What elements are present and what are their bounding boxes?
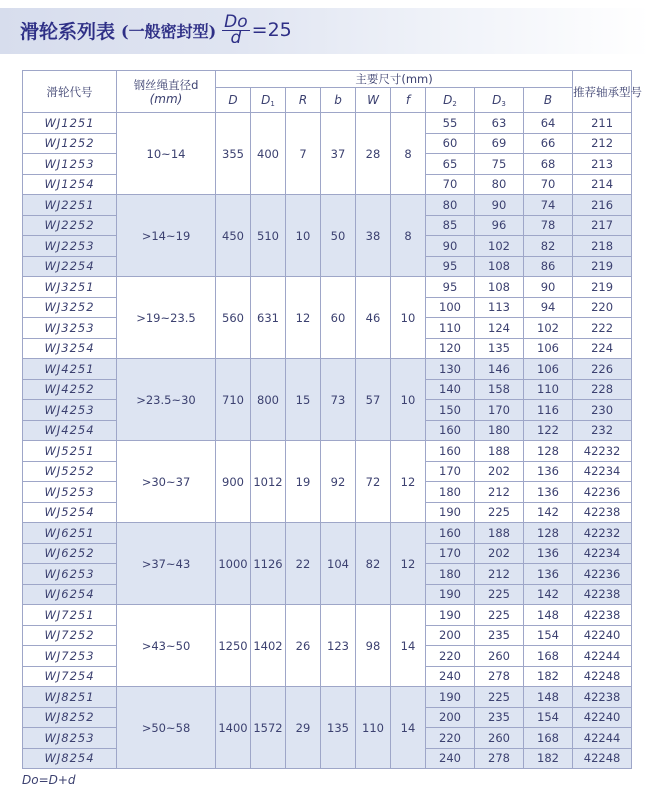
series-group [23,359,632,441]
header-code: 滑轮代号 [23,71,117,113]
dim-f-cell: 10 [391,359,426,441]
dim-D2-cell: 150 [426,400,475,421]
header-D1-label: D [261,92,271,107]
dim-B-cell: 168 [524,646,573,667]
dim-D2-cell: 180 [426,482,475,503]
dim-B-cell: 154 [524,707,573,728]
header-D3 [475,88,524,113]
rope-diameter-cell: >19~23.5 [117,277,216,359]
bearing-cell: 224 [573,338,632,359]
series-group [23,113,632,195]
dim-D1-cell: 510 [251,195,286,277]
rope-diameter-cell: >14~19 [117,195,216,277]
dim-D2-cell: 190 [426,605,475,626]
dim-D3-cell: 212 [475,564,524,585]
dim-D2-cell: 120 [426,338,475,359]
bearing-cell: 42238 [573,584,632,605]
dim-B-cell: 168 [524,728,573,749]
table-row [23,195,632,216]
dim-D2-cell: 65 [426,154,475,175]
dim-D3-cell: 202 [475,461,524,482]
dim-b-cell: 60 [321,277,356,359]
dim-B-cell: 68 [524,154,573,175]
header-bearing: 推荐轴承型号 [573,71,632,113]
series-group [23,523,632,605]
pulley-code-cell: WJ7251 [23,605,117,626]
bearing-cell: 42232 [573,523,632,544]
bearing-cell: 220 [573,297,632,318]
dim-B-cell: 136 [524,461,573,482]
bearing-cell: 217 [573,215,632,236]
table-row [23,523,632,544]
dim-D2-cell: 190 [426,584,475,605]
table-row [23,113,632,134]
header-D2-sub: 2 [452,99,457,108]
dim-D3-cell: 202 [475,543,524,564]
dim-b-cell: 73 [321,359,356,441]
dim-b-cell: 123 [321,605,356,687]
header-D2-label: D [443,92,453,107]
dim-B-cell: 82 [524,236,573,257]
table-header [23,71,643,113]
pulley-code-cell: WJ5253 [23,482,117,503]
dim-W-cell: 28 [356,113,391,195]
header-rope-label: 钢丝绳直径d [133,77,199,92]
pulley-code-cell: WJ6251 [23,523,117,544]
dim-D2-cell: 100 [426,297,475,318]
series-group [23,687,632,769]
series-group [23,605,632,687]
dim-D-cell: 1000 [216,523,251,605]
dim-b-cell: 135 [321,687,356,769]
dim-D3-cell: 225 [475,687,524,708]
pulley-code-cell: WJ2252 [23,215,117,236]
dim-D1-cell: 1126 [251,523,286,605]
header-D3-label: D [492,92,502,107]
dim-D3-cell: 260 [475,646,524,667]
bearing-cell: 42238 [573,502,632,523]
dim-D1-cell: 1572 [251,687,286,769]
pulley-code-cell: WJ3251 [23,277,117,298]
dim-B-cell: 102 [524,318,573,339]
dim-B-cell: 142 [524,502,573,523]
header-D1-sub: 1 [270,99,275,108]
dim-D3-cell: 135 [475,338,524,359]
pulley-code-cell: WJ8251 [23,687,117,708]
dim-B-cell: 154 [524,625,573,646]
pulley-code-cell: WJ4251 [23,359,117,380]
dim-B-cell: 182 [524,666,573,687]
dim-B-cell: 136 [524,564,573,585]
dim-D2-cell: 220 [426,646,475,667]
pulley-code-cell: WJ7253 [23,646,117,667]
dim-b-cell: 50 [321,195,356,277]
dim-D-cell: 1400 [216,687,251,769]
dim-B-cell: 106 [524,338,573,359]
dim-D-cell: 450 [216,195,251,277]
dim-D3-cell: 225 [475,502,524,523]
dim-D3-cell: 235 [475,707,524,728]
dim-D2-cell: 95 [426,277,475,298]
header-D3-sub: 3 [501,99,506,108]
dim-B-cell: 110 [524,379,573,400]
dim-D-cell: 560 [216,277,251,359]
dim-D2-cell: 55 [426,113,475,134]
dim-R-cell: 12 [286,277,321,359]
dim-W-cell: 110 [356,687,391,769]
ratio-numerator: Do [224,11,248,32]
dim-B-cell: 86 [524,256,573,277]
dim-W-cell: 82 [356,523,391,605]
ratio-value: =25 [251,19,292,41]
dim-W-cell: 57 [356,359,391,441]
dim-R-cell: 15 [286,359,321,441]
dim-D1-cell: 400 [251,113,286,195]
dim-D3-cell: 146 [475,359,524,380]
dim-B-cell: 148 [524,605,573,626]
header-b: b [321,88,356,113]
bearing-cell: 42248 [573,666,632,687]
pulley-code-cell: WJ3253 [23,318,117,339]
dim-D2-cell: 190 [426,502,475,523]
pulley-code-cell: WJ1251 [23,113,117,134]
dim-D1-cell: 1402 [251,605,286,687]
header-rope-unit: (mm) [149,91,183,106]
rope-diameter-cell: >23.5~30 [117,359,216,441]
pulley-code-cell: WJ1254 [23,174,117,195]
dim-f-cell: 12 [391,523,426,605]
header-W: W [356,88,391,113]
bearing-cell: 42236 [573,564,632,585]
pulley-code-cell: WJ6252 [23,543,117,564]
pulley-code-cell: WJ5252 [23,461,117,482]
dim-D3-cell: 96 [475,215,524,236]
dim-D2-cell: 240 [426,666,475,687]
pulley-code-cell: WJ5251 [23,441,117,462]
bearing-cell: 42244 [573,646,632,667]
ratio-fraction [222,11,250,48]
title-sub: (一般密封型) [121,21,217,41]
dim-B-cell: 64 [524,113,573,134]
bearing-cell: 232 [573,420,632,441]
dim-B-cell: 136 [524,543,573,564]
dim-b-cell: 92 [321,441,356,523]
dim-D3-cell: 188 [475,441,524,462]
dim-D1-cell: 631 [251,277,286,359]
header-D2 [426,88,475,113]
dim-D-cell: 355 [216,113,251,195]
dim-R-cell: 26 [286,605,321,687]
dim-D3-cell: 102 [475,236,524,257]
pulley-code-cell: WJ4253 [23,400,117,421]
table-row [23,359,632,380]
dim-B-cell: 90 [524,277,573,298]
dim-b-cell: 37 [321,113,356,195]
bearing-cell: 219 [573,277,632,298]
pulley-code-cell: WJ6253 [23,564,117,585]
pulley-code-cell: WJ7252 [23,625,117,646]
dim-D3-cell: 180 [475,420,524,441]
pulley-code-cell: WJ5254 [23,502,117,523]
footnote: Do=D+d [22,773,76,787]
bearing-cell: 228 [573,379,632,400]
dim-D2-cell: 160 [426,420,475,441]
series-group [23,277,632,359]
dim-B-cell: 148 [524,687,573,708]
pulley-code-cell: WJ4254 [23,420,117,441]
dim-D2-cell: 85 [426,215,475,236]
bearing-cell: 226 [573,359,632,380]
dim-b-cell: 104 [321,523,356,605]
dim-R-cell: 19 [286,441,321,523]
dim-D2-cell: 200 [426,625,475,646]
dim-D2-cell: 170 [426,543,475,564]
dim-D3-cell: 69 [475,133,524,154]
dim-B-cell: 122 [524,420,573,441]
bearing-cell: 42240 [573,625,632,646]
dim-W-cell: 46 [356,277,391,359]
bearing-cell: 211 [573,113,632,134]
pulley-code-cell: WJ8254 [23,748,117,769]
dim-B-cell: 66 [524,133,573,154]
pulley-code-cell: WJ3252 [23,297,117,318]
dim-D2-cell: 190 [426,687,475,708]
dim-D3-cell: 260 [475,728,524,749]
dim-B-cell: 74 [524,195,573,216]
rope-diameter-cell: >30~37 [117,441,216,523]
pulley-code-cell: WJ2251 [23,195,117,216]
table-row [23,441,632,462]
table-row [23,605,632,626]
dim-D2-cell: 180 [426,564,475,585]
bearing-cell: 42248 [573,748,632,769]
bearing-cell: 42244 [573,728,632,749]
dim-f-cell: 14 [391,605,426,687]
pulley-code-cell: WJ8253 [23,728,117,749]
dim-D2-cell: 200 [426,707,475,728]
dim-D2-cell: 220 [426,728,475,749]
dim-D2-cell: 60 [426,133,475,154]
series-group [23,195,632,277]
dim-f-cell: 14 [391,687,426,769]
dim-W-cell: 72 [356,441,391,523]
dim-D2-cell: 170 [426,461,475,482]
pulley-code-cell: WJ2253 [23,236,117,257]
dim-f-cell: 10 [391,277,426,359]
dim-B-cell: 106 [524,359,573,380]
dim-f-cell: 8 [391,195,426,277]
pulley-spec-table [22,70,643,769]
title-main: 滑轮系列表 [20,20,116,43]
dim-D-cell: 1250 [216,605,251,687]
dim-D1-cell: 1012 [251,441,286,523]
header-D: D [216,88,251,113]
page-title [20,11,292,48]
dim-B-cell: 142 [524,584,573,605]
bearing-cell: 42238 [573,605,632,626]
dim-D3-cell: 90 [475,195,524,216]
dim-D3-cell: 124 [475,318,524,339]
bearing-cell: 216 [573,195,632,216]
bearing-cell: 213 [573,154,632,175]
ratio-denominator: d [230,27,242,48]
dim-D-cell: 710 [216,359,251,441]
bearing-cell: 230 [573,400,632,421]
bearing-cell: 42240 [573,707,632,728]
dim-D3-cell: 158 [475,379,524,400]
header-D1 [251,88,286,113]
dim-D3-cell: 188 [475,523,524,544]
dim-D2-cell: 160 [426,523,475,544]
dim-D3-cell: 113 [475,297,524,318]
dim-D2-cell: 110 [426,318,475,339]
dim-D2-cell: 240 [426,748,475,769]
bearing-cell: 219 [573,256,632,277]
dim-D1-cell: 800 [251,359,286,441]
table-row [23,687,632,708]
dim-D2-cell: 140 [426,379,475,400]
dim-D2-cell: 80 [426,195,475,216]
header-f: f [391,88,426,113]
rope-diameter-cell: 10~14 [117,113,216,195]
pulley-code-cell: WJ1253 [23,154,117,175]
dim-D3-cell: 170 [475,400,524,421]
dim-B-cell: 116 [524,400,573,421]
dim-D2-cell: 130 [426,359,475,380]
dim-D3-cell: 225 [475,605,524,626]
header-R: R [286,88,321,113]
dim-D3-cell: 80 [475,174,524,195]
dim-B-cell: 78 [524,215,573,236]
pulley-code-cell: WJ7254 [23,666,117,687]
dim-B-cell: 94 [524,297,573,318]
dim-D3-cell: 278 [475,666,524,687]
series-group [23,441,632,523]
bearing-cell: 42238 [573,687,632,708]
dim-D3-cell: 108 [475,277,524,298]
dim-B-cell: 136 [524,482,573,503]
dim-B-cell: 128 [524,441,573,462]
dim-D2-cell: 70 [426,174,475,195]
rope-diameter-cell: >50~58 [117,687,216,769]
dim-W-cell: 38 [356,195,391,277]
rope-diameter-cell: >37~43 [117,523,216,605]
bearing-cell: 42236 [573,482,632,503]
dim-D3-cell: 225 [475,584,524,605]
bearing-cell: 42232 [573,441,632,462]
dim-D3-cell: 63 [475,113,524,134]
bearing-cell: 42234 [573,461,632,482]
pulley-code-cell: WJ4252 [23,379,117,400]
table-row [23,277,632,298]
dim-R-cell: 10 [286,195,321,277]
dim-R-cell: 29 [286,687,321,769]
dim-f-cell: 12 [391,441,426,523]
pulley-code-cell: WJ6254 [23,584,117,605]
pulley-code-cell: WJ3254 [23,338,117,359]
pulley-code-cell: WJ8252 [23,707,117,728]
dim-R-cell: 22 [286,523,321,605]
dim-D2-cell: 90 [426,236,475,257]
header-main-dims: 主要尺寸(mm) [216,71,573,88]
pulley-code-cell: WJ1252 [23,133,117,154]
header-rope-diameter [117,71,216,113]
dim-D3-cell: 108 [475,256,524,277]
rope-diameter-cell: >43~50 [117,605,216,687]
dim-D3-cell: 212 [475,482,524,503]
dim-f-cell: 8 [391,113,426,195]
dim-W-cell: 98 [356,605,391,687]
dim-D3-cell: 278 [475,748,524,769]
dim-B-cell: 182 [524,748,573,769]
dim-B-cell: 128 [524,523,573,544]
dim-R-cell: 7 [286,113,321,195]
bearing-cell: 212 [573,133,632,154]
bearing-cell: 214 [573,174,632,195]
dim-D3-cell: 75 [475,154,524,175]
bearing-cell: 42234 [573,543,632,564]
header-B: B [524,88,573,113]
dim-D3-cell: 235 [475,625,524,646]
pulley-code-cell: WJ2254 [23,256,117,277]
bearing-cell: 222 [573,318,632,339]
dim-D2-cell: 95 [426,256,475,277]
dim-D2-cell: 160 [426,441,475,462]
bearing-cell: 218 [573,236,632,257]
dim-B-cell: 70 [524,174,573,195]
dim-D-cell: 900 [216,441,251,523]
